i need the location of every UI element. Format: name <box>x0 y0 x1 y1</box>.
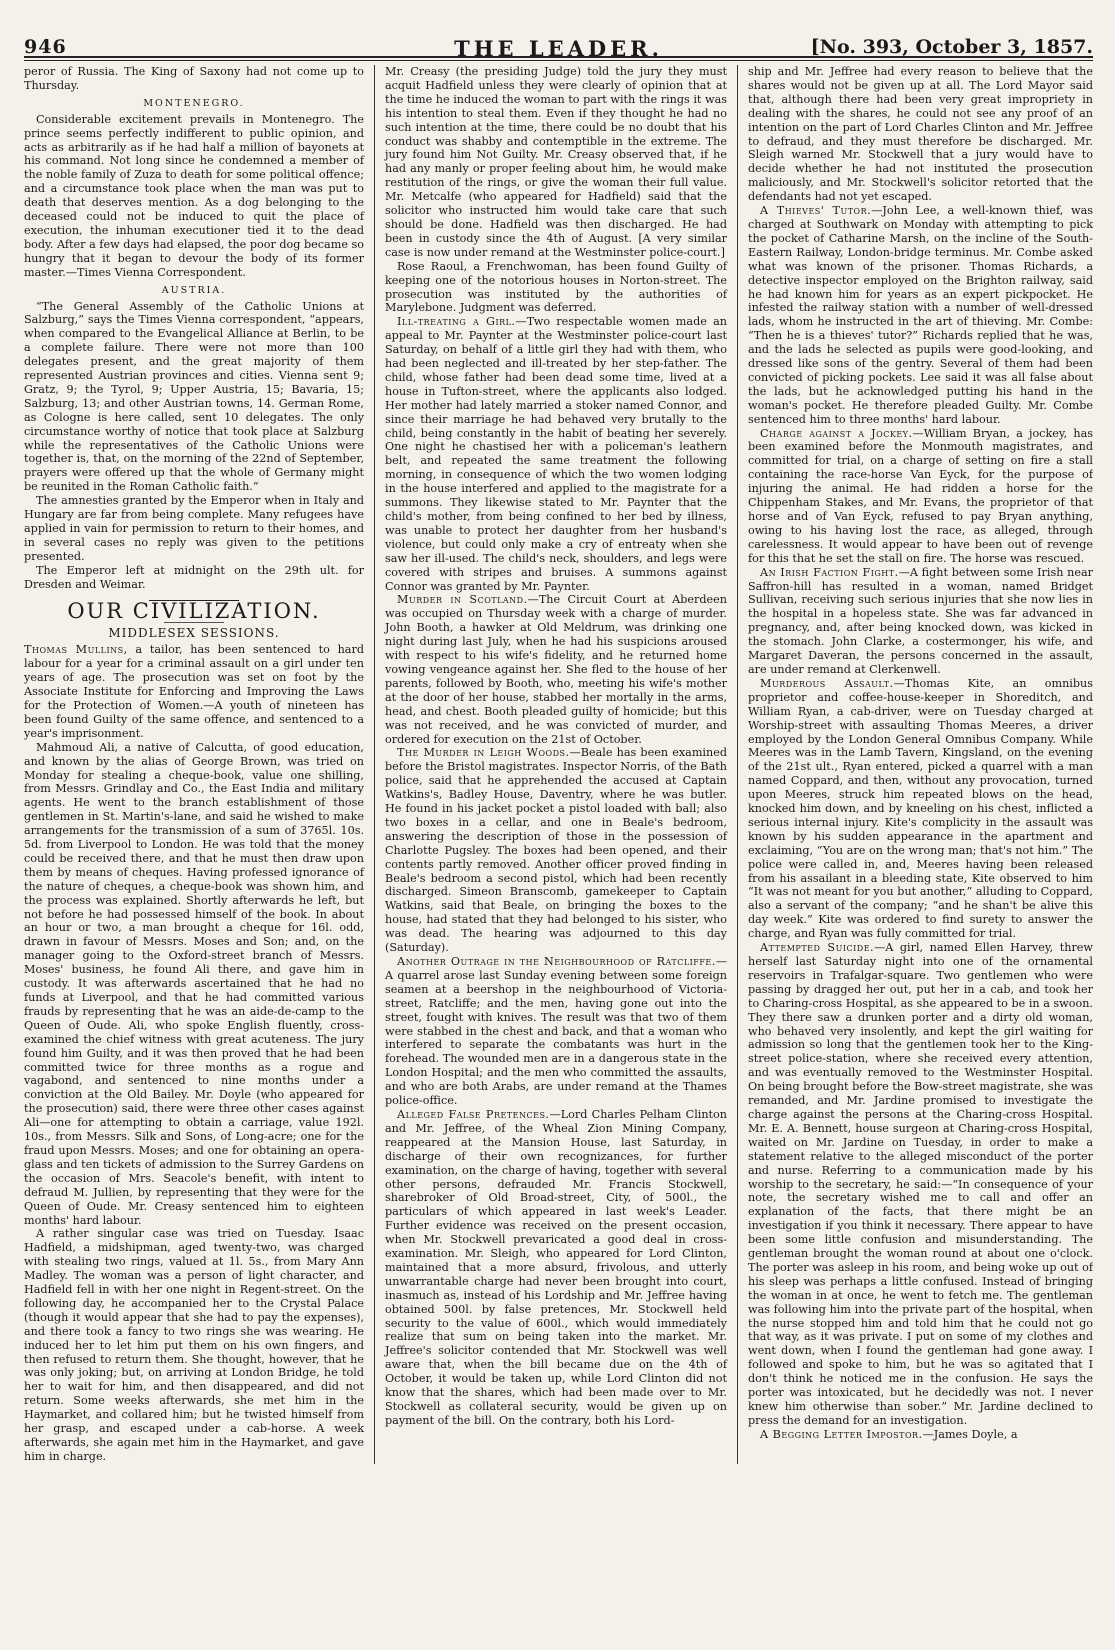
text-ill-treating: —Two respectable women made an appeal to Mr. Paynter at the Westminster police-court last Saturday, on behalf of a little girl they had with them, who had been neglected and ill-treated by her step-father. The child, whose father had been dead some time, lived at a house in Tufton-street, where the applicants also lodged. Her mother had lately married a stoker named Connor, and since their marriage he had behaved very brutally to the child, being constantly in the habit of beating her severely. One night he chastised her with a policeman's leathern belt, and repeated the same treatment the following morning, in consequence of which the two women lodging in the house interfered and applied to the magistrate for a summons. They likewise stated to Mr. Paynter that the child's mother, from being confined to her bed by illness, was unable to protect her daughter from her husband's violence, but could only make a cry of entreaty when she saw her ill-used. The child's neck, shoulders, and legs were covered with stripes and bruises. A summons against Connor was granted by Mr. Paynter. <box>385 315 727 593</box>
column-2 <box>374 65 737 1464</box>
article-irish <box>748 566 1093 677</box>
lead-begging: A Begging Letter Impostor. <box>760 1427 923 1441</box>
lead-jockey: Charge against a Jockey. <box>760 426 913 440</box>
lead-scotland: Murder in Scotland. <box>397 593 528 607</box>
text-begging: —James Doyle, a <box>922 1427 1018 1441</box>
heading-montenegro: MONTENEGRO. <box>143 97 245 109</box>
article-austria-2: The amnesties granted by the Emperor when in Italy and Hungary are far from being complete. Many refugees have applied in vain for permission to return to their homes, and in several cases no reply was given to the petitions presented. <box>24 494 364 563</box>
lead-ratcliffe: Another Outrage in the Neighbourhood of Ratcliffe. <box>397 955 716 968</box>
text-murderous: —Thomas Kite, an omnibus proprietor and coffee-house-keeper in Shoreditch, and William Ryan, a cab-driver, were on Tuesday charged at Worship-street with assaulting Thomas Meeres, a driver employed by the London General Omnibus Company. While Meeres was in the Lamb Tavern, Kingsland, on the evening of the 21st ult., Ryan entered, picked a quarrel with a man named Coppard, and then, without any provocation, turned upon Meeres, struck him repeated blows on the head, knocked him down, and by kneeling on his chest, inflicted a serious internal injury. Kite's complicity in the assault was known by his sudden appearance in the apartment and exclaiming, “You are on the wrong man; that's not him.” The police were called in, and, Meeres having been released from his assailant in a bleeding state, Kite observed to him “It was not meant for you but another,” alluding to Coppard, also a servant of the company; “and he shan't be alive this day week.” Kite was ordered to find surety to answer the charge, and Ryan was fully committed for trial. <box>748 676 1093 941</box>
text-pretences: —Lord Charles Pelham Clinton and Mr. Jeffree, of the Wheal Zion Mining Company, reappeared at the Mansion House, last Saturday, in discharge of their own recognizances, for further examination, on the charge of having, together with several other persons, defrauded Mr. Francis Stockwell, sharebroker of Old Broad-street, City, of 500l., the particulars of which appeared in last week's Leader. Further evidence was received on the present occasion, when Mr. Stockwell prevaricated a good deal in cross-examination. Mr. Sleigh, who appeared for Lord Clinton, maintained that a more absurd, frivolous, and utterly unwarrantable charge had never been brought into court, inasmuch as, instead of his Lordship and Mr. Jeffree having obtained 500l. by false pretences, Mr. Stockwell held security to the value of 600l., which would immediately realize that sum on being taken into the market. Mr. Jeffree's solicitor contended that Mr. Stockwell was well aware that, when the bill became due on the 4th of October, it would be taken up, while Lord Clinton did not know that the shares, which had been made over to Mr. Stockwell as collateral security, would be given up on payment of the bill. On the contrary, both his Lord- <box>385 1107 727 1427</box>
column-3 <box>737 65 1093 1464</box>
article-austria-3: The Emperor left at midnight on the 29th ult. for Dresden and Weimar. <box>24 563 364 591</box>
article-murderous <box>748 677 1093 941</box>
text-irish: —A fight between some Irish near Saffron-hill has resulted in a woman, named Bridget Sullivan, receiving such serious injuries that she now lies in the hospital in a hopeless state. She was far advanced in pregnancy, and, after being knocked down, was kicked in the stomach. John Clarke, a costermonger, his wife, and Margaret Daveran, the persons concerned in the assault, are under remand at Clerkenwell. <box>748 565 1093 676</box>
article-tutor <box>748 204 1093 427</box>
article-austria-1: “The General Assembly of the Catholic Unions at Salzburg,” says the Times Vienna correspondent, “appears, when compared to the Evangelical Alliance at Berlin, to be a complete failure. There were not more than 100 delegates present, and the great majority of them represented Austrian provinces and cities. Vienna sent 9; Gratz, 9; the Tyrol, 9; Upper Austria, 15; Bavaria, 15; Salzburg, 13; and other Austrian towns, 14. German Rome, as Cologne is here called, sent 10 delegates. The only circumstance worthy of notice that took place at Salzburg while the representatives of the Catholic Unions were together is, that, on the morning of the 22nd of September, prayers were offered up that the whole of Germany might be reunited in the Roman Catholic faith.” <box>24 299 364 494</box>
heading-our-civilization: OUR CIVILIZATION. <box>67 598 321 623</box>
article-scotland <box>385 593 727 746</box>
columns <box>24 65 1093 1464</box>
article-creasy: Mr. Creasy (the presiding Judge) told the jury they must acquit Hadfield unless they were clearly of opinion that at the time he induced the woman to part with the rings it was his intention to steal them. Even if they thought he had no such intention at the time, there could be no doubt that his conduct was shabby and contemptible in the extreme. The jury found him Not Guilty. Mr. Creasy observed that, if he had any manly or proper feeling about him, he would make restitution of the rings, or give the woman their full value. Mr. Metcalfe (who appeared for Hadfield) said that the solicitor who instructed him would take care that such should be done. Hadfield was then discharged. He had been in custody since the 4th of August. [A very similar case is now under remand at the Westminster police-court.] <box>385 65 727 259</box>
heading-underline <box>164 622 224 623</box>
article-hadfield: A rather singular case was tried on Tuesday. Isaac Hadfield, a midshipman, aged twenty-two, was charged with stealing two rings, valued at 1l. 5s., from Mary Ann Madley. The woman was a person of light character, and Hadfield fell in with her one night in Regent-street. On the following day, he accompanied her to the Crystal Palace (though it would appear that she had to pay the expenses), and there took a fancy to two rings she was wearing. He induced her to let him put them on his own fingers, and then refused to return them. She thought, however, that he was only joking; but, on arriving at London Bridge, he told her to wait for him, and then disappeared, and did not return. Some weeks afterwards, she met him in the Haymarket, and collared him; but he twisted himself from her grasp, and escaped under a cab-horse. A week afterwards, she again met him in the Haymarket, and gave him in charge. <box>24 1227 364 1463</box>
article-pretences <box>385 1108 727 1428</box>
lead-tutor: A Thieves' Tutor. <box>760 204 872 218</box>
lead-leigh-woods: The Murder in Leigh Woods. <box>397 746 570 760</box>
article-intro: peror of Russia. The King of Saxony had not come up to Thursday. <box>24 65 364 92</box>
masthead-title: THE LEADER. <box>454 36 663 61</box>
article-raoul: Rose Raoul, a Frenchwoman, has been found Guilty of keeping one of the notorious houses in Norton-street. The prosecution was instituted by the authorities of Marylebone. Judgment was deferred. <box>385 259 727 315</box>
text-leigh-woods: —Beale has been examined before the Bristol magistrates. Inspector Norris, of the Bath police, said that he apprehended the accused at Captain Watkins's, Badley House, Daventry, where he was butler. He found in his jacket pocket a pistol loaded with ball; also two boxes in a cellar, and one in Beale's bedroom, answering the description of those in the possession of Charlotte Pugsley. The boxes had been opened, and their contents partly removed. Another officer proved finding in Beale's bedroom a second pistol, which had been recently discharged. Simeon Branscomb, gamekeeper to Captain Watkins, said that Beale, on bringing the boxes to the house, had stated that they had belonged to his sister, who was dead. The hearing was adjourned to this day (Saturday). <box>385 746 727 955</box>
article-jockey <box>748 427 1093 566</box>
text-jockey: —William Bryan, a jockey, has been examined before the Monmouth magistrates, and committed for trial, on a charge of setting on fire a stall containing the race-horse Van Eyck, for the purpose of injuring the animal. He had ridden a horse for the Chippenham Stakes, and Mr. Evans, the proprietor of that horse and of Van Eyck, refused to pay Bryan anything, owing to his having lost the race, as alleged, through carelessness. It would appear to have been out of revenge for this that he set the stall on fire. The horse was rescued. <box>748 426 1093 565</box>
text-ratcliffe: —A quarrel arose last Sunday evening between some foreign seamen at a beershop in the neighbourhood of Victoria-street, Ratcliffe; and the men, having gone out into the street, fought with knives. The result was that two of them were stabbed in the chest and back, and that a woman who interfered to separate the combatants was hurt in the forehead. The wounded men are in a dangerous state in the London Hospital; and the men who committed the assaults, and who are both Arabs, are under remand at the Thames police-office. <box>385 955 727 1108</box>
lead-ill-treating: Ill-treating a Girl. <box>397 315 516 329</box>
text-suicide: —A girl, named Ellen Harvey, threw herself last Saturday night into one of the ornamental reservoirs in Trafalgar-square. Two gentlemen who were passing by dragged her out, put her in a cab, and took her to Charing-cross Hospital, as she appeared to be in a swoon. They there saw a drunken porter and a dirty old woman, who behaved very insolently, and kept the girl waiting for admission so long that the gentlemen took her to the King-street police-station, where she received every attention, and was eventually removed to the Westminster Hospital. On being brought before the Bow-street magistrate, she was remanded, and Mr. Jardine promised to investigate the charge against the persons at the Charing-cross Hospital. Mr. E. A. Bennett, house surgeon at Charing-cross Hospital, waited on Mr. Jardine on Tuesday, in order to make a statement relative to the alleged misconduct of the porter and nurse. Referring to a communication made by his worship to the secretary, he said:—“In consequence of your note, the secretary wished me to call and offer an explanation of the facts, that there might be an investigation if you think it necessary. There appear to have been some little confusion and misunderstanding. The gentleman brought the woman round at about one o'clock. The porter was asleep in his room, and being woke up out of his sleep was perhaps a little confused. Instead of bringing the woman in at once, he went to fetch me. The gentleman was following him into the private part of the hospital, when the nurse stopped him and told him that he could not go that way, as it was private. I put on some of my clothes and went down, when I found the gentleman had gone away. I followed and spoke to him, but he was so agitated that I don't think he noticed me in the confusion. He says the porter was intoxicated, but he decidedly was not. I never knew him otherwise than sober.” Mr. Jardine declined to press the demand for an investigation. <box>748 941 1093 1427</box>
lead-pretences: Alleged False Pretences. <box>397 1107 550 1121</box>
lead-murderous: Murderous Assault. <box>760 676 894 690</box>
article-ratcliffe <box>385 955 727 1108</box>
text-scotland: —The Circuit Court at Aberdeen was occupied on Thursday week with a charge of murder. John Booth, a hawker at Old Meldrum, was drinking one night during last July, when he had his suspicions aroused with respect to his wife's fidelity, and he returned home vowing vengeance against her. She fled to the house of her parents, followed by Booth, who, meeting his wife's mother at the door of her house, stabbed her mortally in the arms, head, and chest. Booth pleaded guilty of homicide; but this was not received, and he was convicted of murder, and ordered for execution on the 21st of October. <box>385 593 727 746</box>
article-montenegro: Considerable excitement prevails in Montenegro. The prince seems perfectly indifferent to public opinion, and acts as arbitrarily as if he had half a million of bayonets at his command. Not long since he condemned a member of the noble family of Zuza to death for some political offence; and a circumstance took place when the man was put to death that deserves mention. As a dog belonging to the deceased could not be induced to quit the place of execution, the inhuman executioner tied it to the dead body. After a few days had elapsed, the poor dog became so hungry that it began to devour the body of its former master.—Times Vienna Correspondent. <box>24 112 364 279</box>
page-header <box>24 36 1093 61</box>
heading-middlesex-sessions: MIDDLESEX SESSIONS. <box>108 626 280 641</box>
heading-austria: AUSTRIA. <box>161 284 227 296</box>
article-mullins <box>24 643 364 740</box>
issue-date: [No. 393, October 3, 1857. <box>810 36 1093 58</box>
lead-suicide: Attempted Suicide. <box>760 941 875 955</box>
lead-irish: An Irish Faction Fight. <box>760 565 899 579</box>
article-begging <box>748 1428 1093 1442</box>
column-1 <box>24 65 374 1464</box>
article-ill-treating <box>385 315 727 593</box>
lead-mullins: Thomas Mullins, <box>24 643 128 657</box>
article-leigh-woods <box>385 746 727 955</box>
article-ali: Mahmoud Ali, a native of Calcutta, of good education, and known by the alias of George Brown, was tried on Monday for stealing a cheque-book, value one shilling, from Messrs. Grindlay and Co., the East India and military agents. He went to the branch establishment of those gentlemen in St. Martin's-lane, and said he wished to make arrangements for the transmission of a sum of 3765l. 10s. 5d. from Liverpool to London. He was told that the money could be received there, and that he must then draw upon them by means of cheques. Having professed ignorance of the nature of cheques, a cheque-book was shown him, and the process was explained. Shortly afterwards he left, but not before he had possessed himself of the book. In about an hour or two, a man brought a cheque for 16l. odd, drawn in favour of Messrs. Moses and Son; and, on the manager going to the Oxford-street branch of Messrs. Moses' business, he found Ali there, and gave him in custody. It was afterwards ascertained that he had no funds at Liverpool, and that he had committed various frauds by representing that he was an aide-de-camp to the Queen of Oude. Ali, who spoke English fluently, cross-examined the chief witness with great acuteness. The jury found him Guilty, and it was then proved that he had been committed twice for three months as a rogue and vagabond, and sentenced to nine months under a conviction at the Old Bailey. Mr. Doyle (who appeared for the prosecution) said, there were three other cases against Ali—one for attempting to obtain a carriage, value 192l. 10s., from Messrs. Silk and Sons, of Long-acre; one for the fraud upon Messrs. Moses; and one for obtaining an opera-glass and ten tickets of admission to the Surrey Gardens on the occasion of Mrs. Seacole's benefit, with intent to defraud M. Jullien, by representing that they were for the Queen of Oude. Mr. Creasy sentenced him to eighteen months' hard labour. <box>24 740 364 1227</box>
text-mullins: a tailor, has been sentenced to hard labour for a year for a criminal assault on a girl under ten years of age. The prosecution was set on foot by the Associate Institute for Enforcing and Improving the Laws for the Protection of Women.—A youth of nineteen has been found Guilty of the same offence, and sentenced to a year's imprisonment. <box>24 643 364 740</box>
article-suicide <box>748 941 1093 1428</box>
page-number: 946 <box>24 36 67 58</box>
article-ship: ship and Mr. Jeffree had every reason to believe that the shares would not be given up at all. The Lord Mayor said that, although there had been very great impropriety in dealing with the shares, he could not see any proof of an intention on the part of Lord Charles Clinton and Mr. Jeffree to defraud, and they must therefore be discharged. Mr. Sleigh warned Mr. Stockwell that a jury would have to decide whether he had not instituted the prosecution maliciously, and Mr. Stockwell's solicitor retorted that the defendants had not yet escaped. <box>748 65 1093 204</box>
text-tutor: —John Lee, a well-known thief, was charged at Southwark on Monday with attempting to pick the pocket of Catharine Marsh, on the incline of the South-Eastern Railway, London-bridge terminus. Mr. Combe asked what was known of the prisoner. Thomas Richards, a detective inspector employed on the Brighton railway, said he had known him for years as an expert pickpocket. He infested the railway station with a number of well-dressed lads, whom he instructed in the art of thieving. Mr. Combe: “Then he is a thieves' tutor?” Richards replied that he was, and the lads he selected as pupils were good-looking, and dressed like sons of the gentry. Several of them had been convicted of picking pockets. Lee said it was all false about the lads, but he acknowledged putting his hand in the woman's pocket. He therefore pleaded Guilty. Mr. Combe sentenced him to three months' hard labour. <box>748 204 1093 426</box>
